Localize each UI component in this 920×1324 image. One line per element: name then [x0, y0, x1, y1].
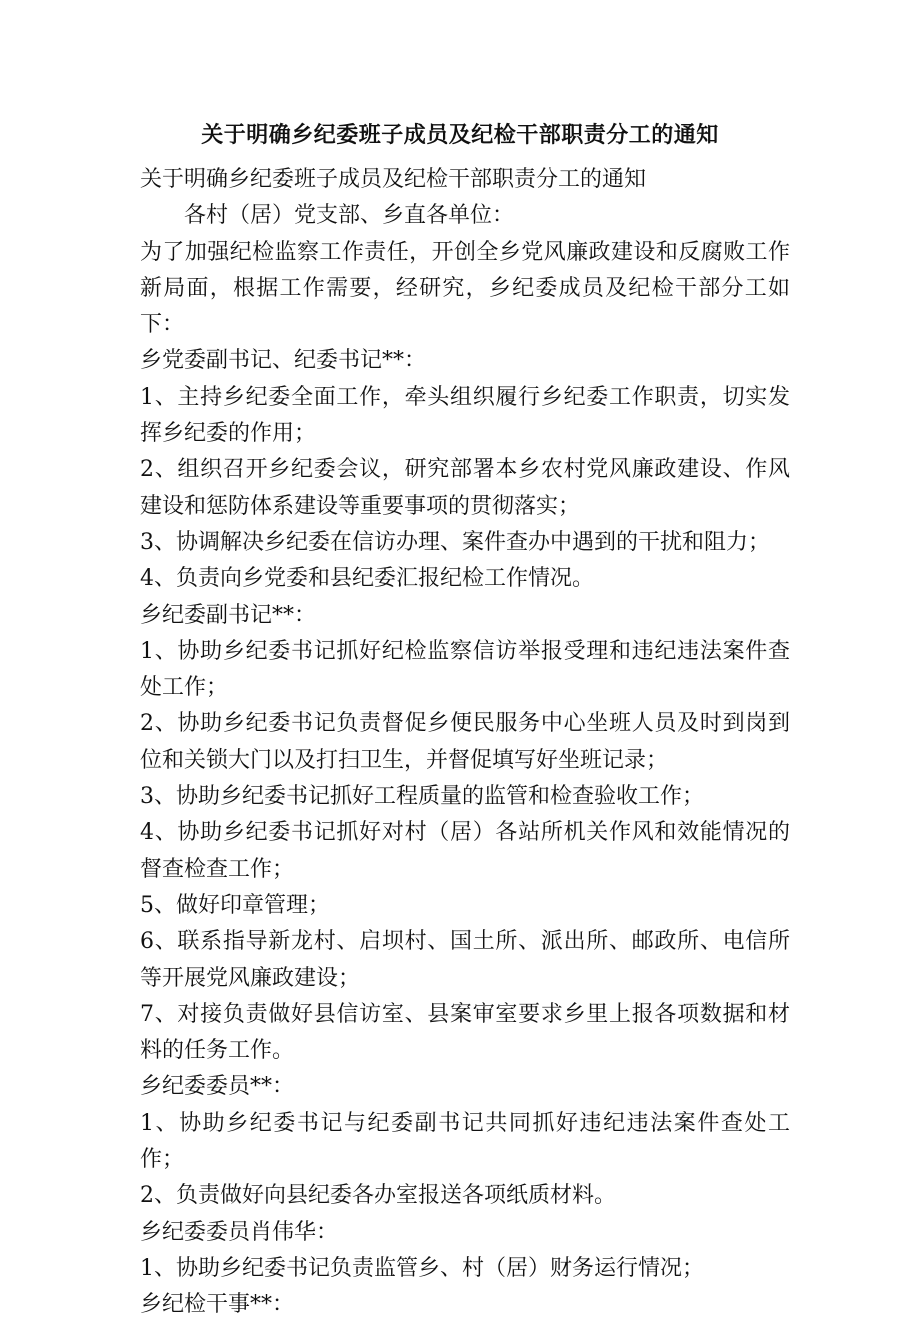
duty-item: 6、联系指导新龙村、启坝村、国土所、派出所、邮政所、电信所等开展党风廉政建设； [140, 929, 790, 991]
duty-item: 4、负责向乡党委和县纪委汇报纪检工作情况。 [140, 566, 594, 592]
section-heading-deputy: 乡纪委副书记**： [140, 602, 317, 628]
section-heading-secretary: 乡党委副书记、纪委书记**： [140, 348, 427, 374]
section-heading-officer: 乡纪检干事**： [140, 1292, 295, 1318]
salutation: 各村（居）党支部、乡直各单位： [184, 203, 515, 229]
duty-item: 4、协助乡纪委书记抓好对村（居）各站所机关作风和效能情况的督查检查工作； [140, 820, 790, 882]
section-heading-member: 乡纪委委员**： [140, 1074, 295, 1100]
duty-item: 5、做好印章管理； [140, 892, 330, 918]
duty-item: 7、对接负责做好县信访室、县案审室要求乡里上报各项数据和材料的任务工作。 [140, 1001, 790, 1064]
duty-item: 2、组织召开乡纪委会议，研究部署本乡农村党风廉政建设、作风建设和惩防体系建设等重要事项的贯彻落实； [140, 457, 790, 519]
document-body [140, 162, 790, 1324]
document-title: 关于明确乡纪委班子成员及纪检干部职责分工的通知 [201, 122, 719, 148]
duty-item: 1、协助乡纪委书记负责监管乡、村（居）财务运行情况； [140, 1255, 704, 1281]
duty-item: 1、协助乡纪委书记与纪委副书记共同抓好违纪违法案件查处工作； [140, 1110, 790, 1173]
subtitle-line: 关于明确乡纪委班子成员及纪检干部职责分工的通知 [140, 167, 647, 192]
duty-item: 3、协助乡纪委书记抓好工程质量的监管和检查验收工作； [140, 784, 704, 810]
duty-item: 2、负责做好向县纪委各办室报送各项纸质材料。 [140, 1183, 616, 1209]
duty-item: 3、协调解决乡纪委在信访办理、案件查办中遇到的干扰和阻力； [140, 529, 770, 555]
intro-paragraph: 为了加强纪检监察工作责任，开创全乡党风廉政建设和反腐败工作新局面，根据工作需要，经研究，乡纪委成员及纪检干部分工如下： [140, 239, 790, 338]
section-heading-member-xiao: 乡纪委委员肖伟华： [140, 1219, 339, 1245]
duty-item: 1、协助乡纪委书记抓好纪检监察信访举报受理和违纪违法案件查处工作； [140, 638, 790, 701]
duty-item: 1、主持乡纪委全面工作，牵头组织履行乡纪委工作职责，切实发挥乡纪委的作用； [140, 384, 790, 447]
duty-item: 2、协助乡纪委书记负责督促乡便民服务中心坐班人员及时到岗到位和关锁大门以及打扫卫生，并督促填写好坐班记录； [140, 711, 790, 773]
